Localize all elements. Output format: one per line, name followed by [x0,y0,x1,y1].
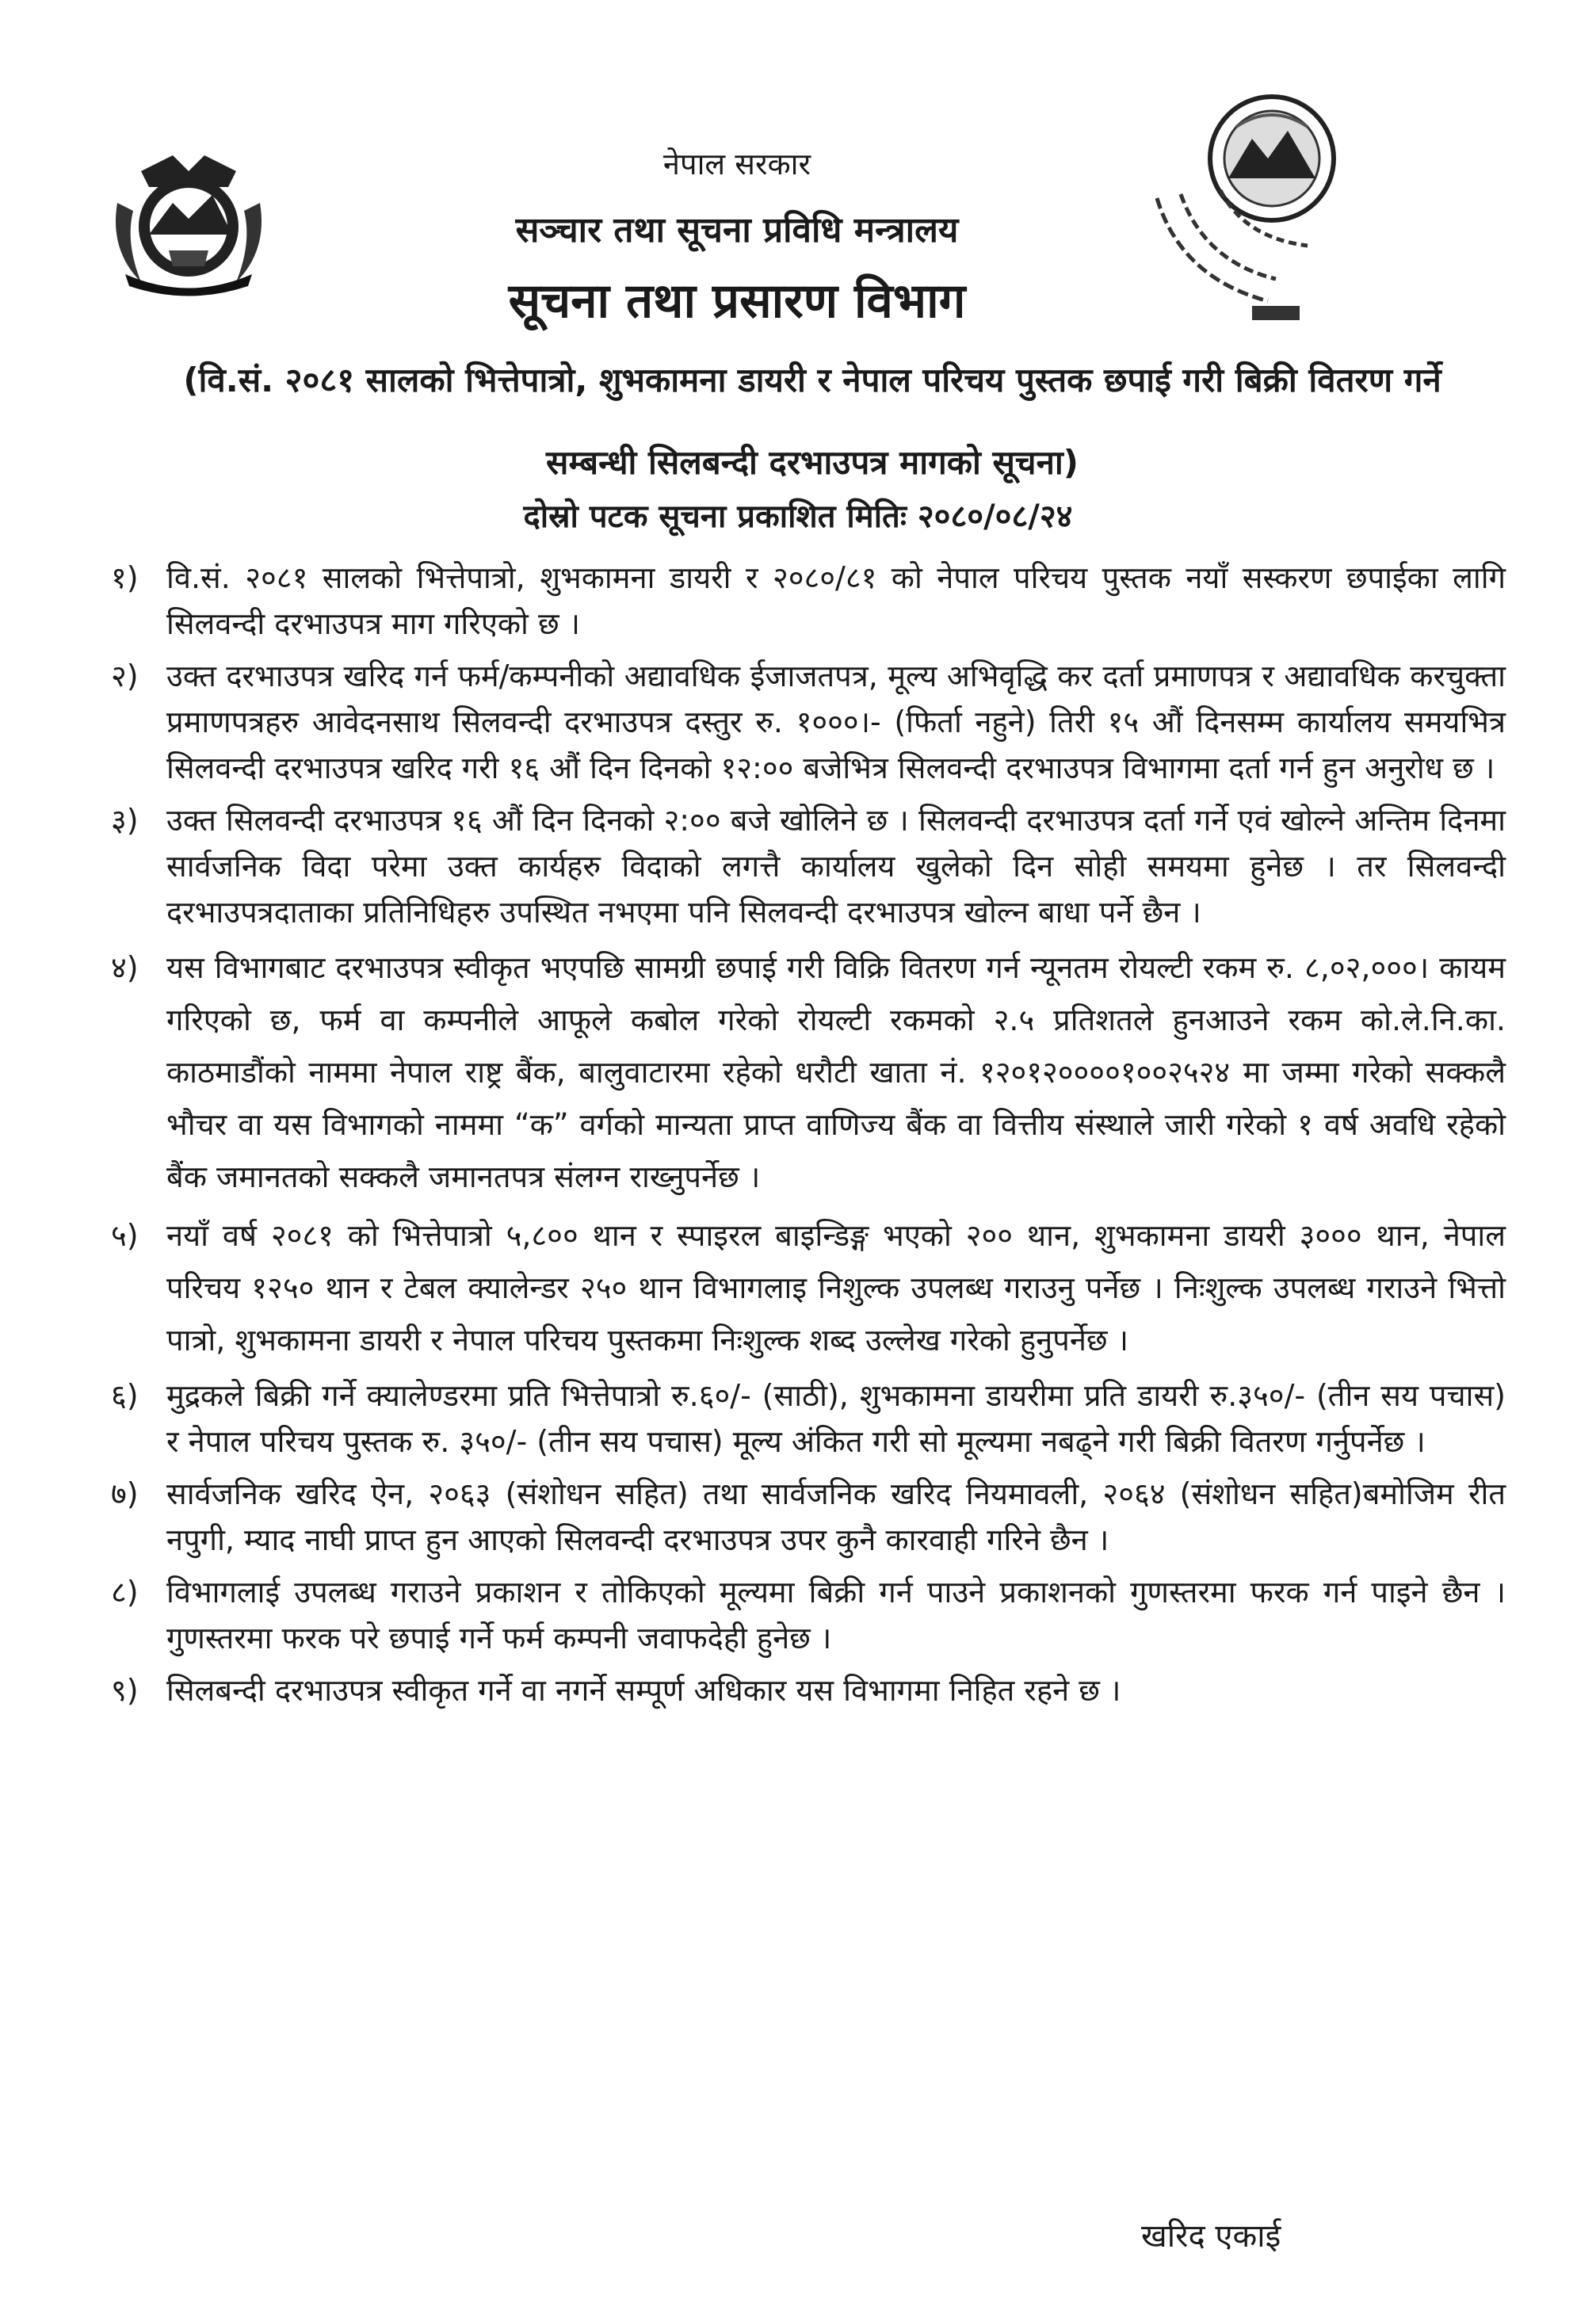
list-item [111,1209,1506,1366]
item-text: यस विभागबाट दरभाउपत्र स्वीकृत भएपछि सामग्री छपाई गरी विक्रि वितरण गर्न न्यूनतम रोयल्टी रकम रु. ८,०२,०००। कायम गरिएको छ, फर्म वा कम्पनीले आफूले कबोल गरेको रोयल्टी रकमको २.५ प्रतिशतले हुनआउने रकम को.ले.नि.का. काठमाडौंको नाममा नेपाल राष्ट्र बैंक, बालुवाटारमा रहेको धरौटी खाता नं. १२०१२००००१००२५२४ मा जम्मा गरेको सक्कलै भौचर वा यस विभागको नाममा “क” वर्गको मान्यता प्राप्त वाणिज्य बैंक वा वित्तीय संस्थाले जारी गरेको १ वर्ष अवधि रहेको बैंक जमानतको सक्कलै जमानतपत्र संलग्न राख्नुपर्नेछ । [166,950,1506,1194]
list-item [111,1569,1506,1661]
item-number: ४) [111,950,139,985]
item-number: ७) [111,1476,139,1511]
government-name: नेपाल सरकार [662,147,811,181]
item-text: उक्त दरभाउपत्र खरिद गर्न फर्म/कम्पनीको अद्यावधिक ईजाजतपत्र, मूल्य अभिवृद्धि कर दर्ता प्रमाणपत्र र अद्यावधिक करचुक्ता प्रमाणपत्रहरु आवेदनसाथ सिलवन्दी दरभाउपत्र दस्तुर रु. १०००।- (फिर्ता नहुने) तिरी १५ औं दिनसम्म कार्यालय समयभित्र सिलवन्दी दरभाउपत्र खरिद गरी १६ औं दिन दिनको १२:०० बजेभित्र सिलवन्दी दरभाउपत्र विभागमा दर्ता गर्न हुन अनुरोध छ । [166,659,1506,785]
item-text: वि.सं. २०८१ सालको भित्तेपात्रो, शुभकामना डायरी र २०८०/८१ को नेपाल परिचय पुस्तक नयाँ सस्करण छपाईका लागि सिलवन्दी दरभाउपत्र माग गरिएको छ । [166,560,1506,641]
item-number: ८) [111,1575,139,1609]
signature-unit: खरिद एकाई [1141,2218,1281,2255]
item-number: ९) [111,1673,139,1708]
publication-date: दोस्रो पटक सूचना प्रकाशित मितिः २०८०/०८/२४ [523,498,1073,535]
list-item [111,1471,1506,1563]
nepal-emblem-icon [94,139,284,306]
notice-subject: (वि.सं. २०८१ सालको भित्तेपात्रो, शुभकामना डायरी र नेपाल परिचय पुस्तक छपाई गरी बिक्री वितरण गर्ने सम्बन्धी सिलबन्दी दरभाउपत्र मागको सूचना) [183,361,1441,482]
notice-items [111,555,1506,1720]
list-item [111,1373,1506,1464]
list-item [111,941,1506,1203]
item-text: सार्वजनिक खरिद ऐन, २०६३ (संशोधन सहित) तथा सार्वजनिक खरिद नियमावली, २०६४ (संशोधन सहित)बमोजिम रीत नपुगी, म्याद नाघी प्राप्त हुन आएको सिलवन्दी दरभाउपत्र उपर कुनै कारवाही गरिने छैन । [166,1476,1506,1557]
ministry-name: सञ्चार तथा सूचना प्रविधि मन्त्रालय [515,210,959,250]
item-text: मुद्रकले बिक्री गर्ने क्यालेण्डरमा प्रति भित्तेपात्रो रु.६०/- (साठी), शुभकामना डायरीमा प्रति डायरी रु.३५०/- (तीन सय पचास) र नेपाल परिचय पुस्तक रु. ३५०/- (तीन सय पचास) मूल्य अंकित गरी सो मूल्यमा नबढ्ने गरी बिक्री वितरण गर्नुपर्नेछ । [166,1378,1506,1459]
item-text: उक्त सिलवन्दी दरभाउपत्र १६ औं दिन दिनको २:०० बजे खोलिने छ । सिलवन्दी दरभाउपत्र दर्ता गर्ने एवं खोल्ने अन्तिम दिनमा सार्वजनिक विदा परेमा उक्त कार्यहरु विदाको लगत्तै कार्यालय खुलेको दिन सोही समयमा हुनेछ । तर सिलवन्दी दरभाउपत्रदाताका प्रतिनिधिहरु उपस्थित नभएमा पनि सिलवन्दी दरभाउपत्र खोल्न बाधा पर्ने छैन । [166,803,1506,930]
list-item [111,653,1506,791]
item-number: २) [111,659,139,693]
item-number: ३) [111,803,139,838]
item-number: ५) [111,1218,139,1253]
department-name: सूचना तथा प्रसारण विभाग [508,273,966,329]
item-text: नयाँ वर्ष २०८१ को भित्तेपात्रो ५,८०० थान र स्पाइरल बाइन्डिङ्ग भएको २०० थान, शुभकामना डायरी ३००० थान, नेपाल परिचय १२५० थान र टेबल क्यालेन्डर २५० थान विभागलाइ निशुल्क उपलब्ध गराउनु पर्नेछ । निःशुल्क उपलब्ध गराउने भित्तो पात्रो, शुभकामना डायरी र नेपाल परिचय पुस्तकमा निःशुल्क शब्द उल्लेख गरेको हुनुपर्नेछ । [166,1218,1506,1357]
letterhead [301,143,1173,331]
item-text: विभागलाई उपलब्ध गराउने प्रकाशन र तोकिएको मूल्यमा बिक्री गर्न पाउने प्रकाशनको गुणस्तरमा फरक गर्न पाइने छैन । गुणस्तरमा फरक परे छपाई गर्ने फर्म कम्पनी जवाफदेही हुनेछ । [166,1575,1506,1655]
item-number: ६) [111,1378,139,1413]
list-item [111,797,1506,935]
list-item [111,1667,1506,1713]
item-number: १) [111,560,139,595]
list-item [111,555,1506,647]
item-text: सिलबन्दी दरभाउपत्र स्वीकृत गर्ने वा नगर्ने सम्पूर्ण अधिकार यस विभागमा निहित रहने छ । [166,1673,1121,1708]
